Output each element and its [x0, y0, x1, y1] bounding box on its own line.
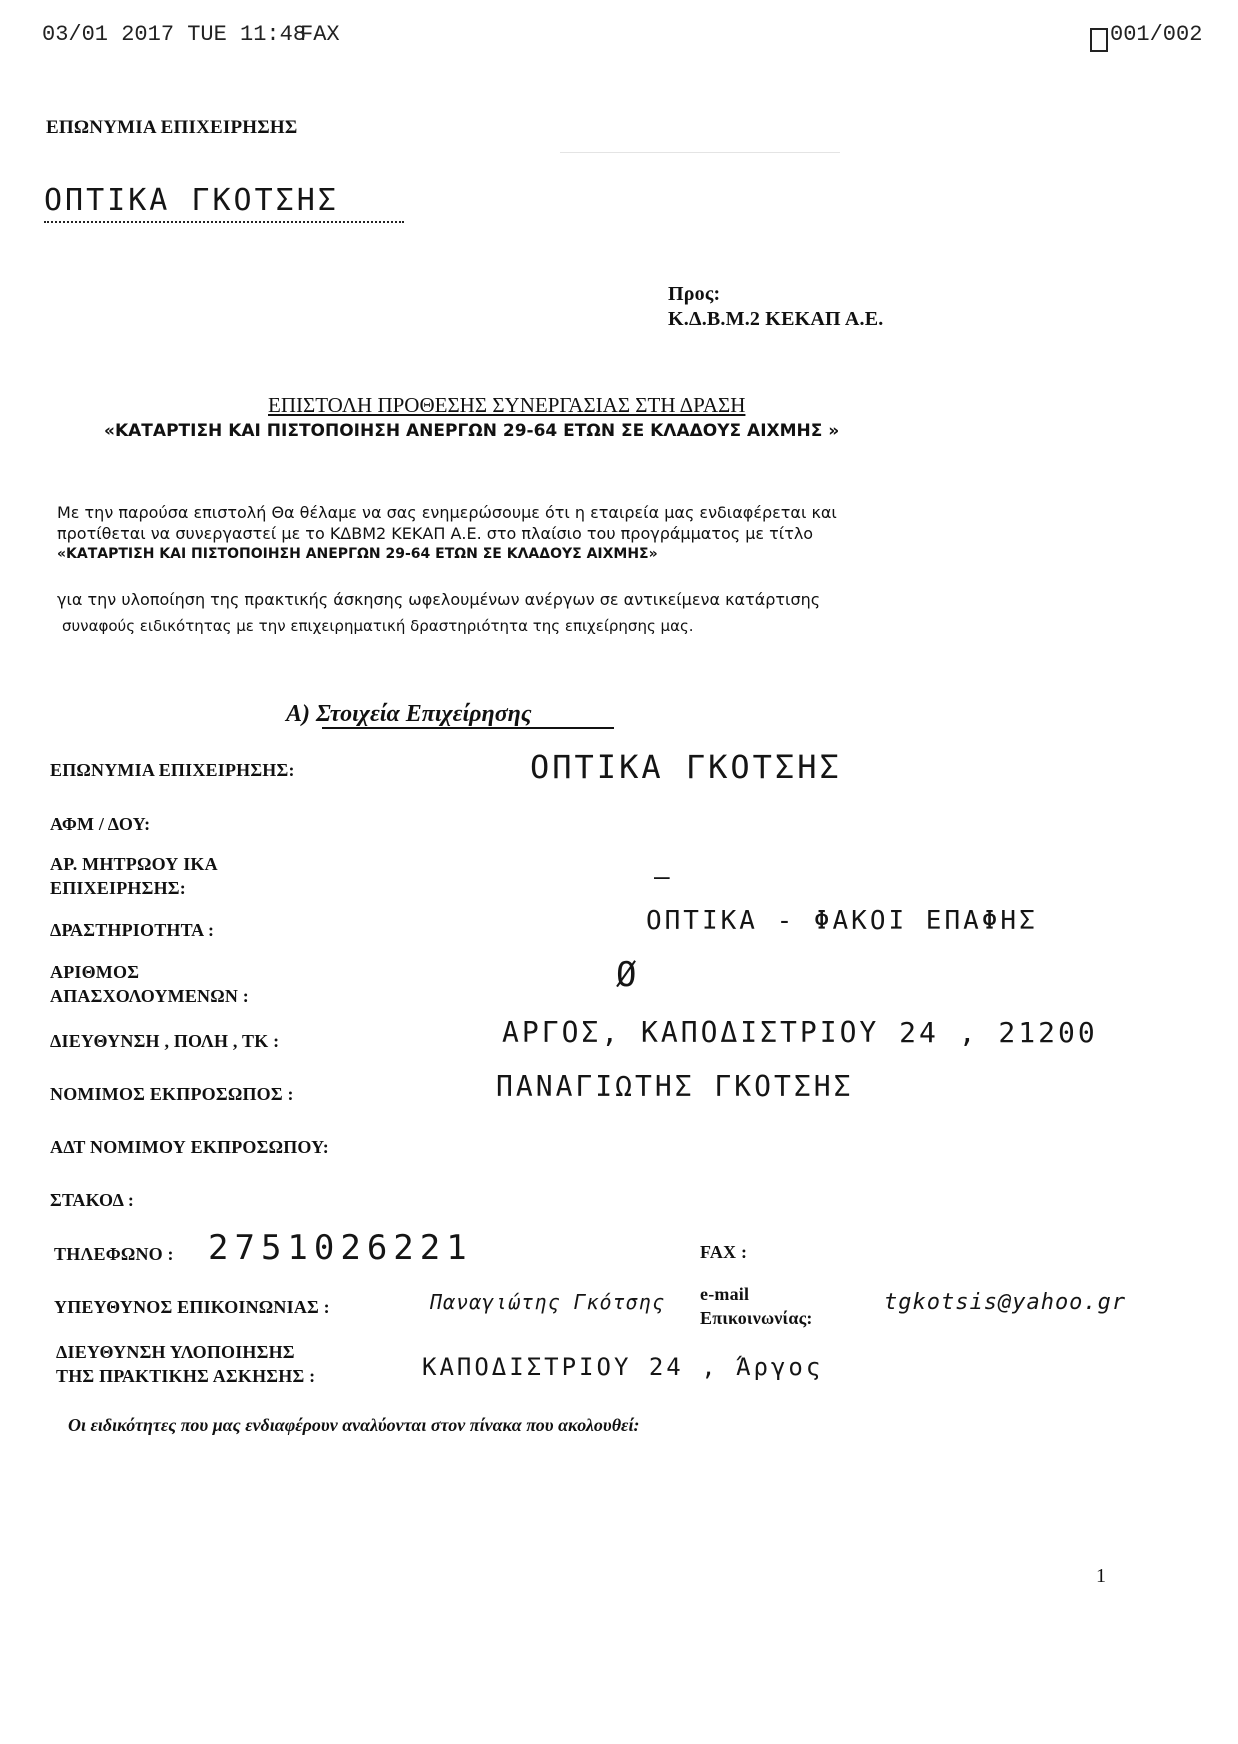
addressee-label: Προς:	[668, 283, 721, 305]
letter-program-title: «ΚΑΤΑΡΤΙΣΗ ΚΑΙ ΠΙΣΤΟΠΟΙΗΣΗ ΑΝΕΡΓΩΝ 29-64 ΕΤΩΝ ΣΕ ΚΛΑΔΟΥΣ ΑΙΧΜΗΣ »	[104, 421, 840, 441]
fax-label: FAX :	[700, 1242, 748, 1262]
body-line-4: για την υλοποίηση της πρακτικής άσκησης ωφελουμένων ανέργων σε αντικείμενα κατάρτισης	[57, 590, 821, 609]
body-line-1: Με την παρούσα επιστολή Θα θέλαμε να σας ενημερώσουμε ότι η εταιρεία μας ενδιαφέρεται και	[57, 503, 837, 522]
employees-label-line-2: ΑΠΑΣΧΟΛΟΥΜΕΝΩΝ :	[50, 986, 249, 1006]
activity-value: ΟΠΤΙΚΑ - ΦΑΚΟΙ ΕΠΑΦΗΣ	[646, 906, 1038, 936]
implementation-address-value: ΚΑΠΟΔΙΣΤΡΙΟΥ 24 , Άργος	[422, 1353, 824, 1381]
specialties-note: Οι ειδικότητες που μας ενδιαφέρουν αναλύονται στον πίνακα που ακολουθεί:	[68, 1415, 640, 1435]
addressee-name: Κ.Δ.Β.Μ.2 ΚΕΚΑΠ Α.Ε.	[668, 308, 884, 330]
activity-label: ΔΡΑΣΤΗΡΙΟΤΗΤΑ :	[50, 920, 215, 940]
email-label-line-2: Επικοινωνίας:	[700, 1308, 813, 1328]
company-name-dotted-line	[44, 221, 404, 223]
page-number: 1	[1096, 1565, 1106, 1587]
bleed-through-artifact	[560, 138, 840, 153]
contact-person-label: ΥΠΕΥΘΥΝΟΣ ΕΠΙΚΟΙΝΩΝΙΑΣ :	[54, 1297, 330, 1317]
body-line-3: «ΚΑΤΑΡΤΙΣΗ ΚΑΙ ΠΙΣΤΟΠΟΙΗΣΗ ΑΝΕΡΓΩΝ 29-64 ΕΤΩΝ ΣΕ ΚΛΑΔΟΥΣ ΑΙΧΜΗΣ»	[57, 546, 658, 562]
afm-doy-label: ΑΦΜ / ΔΟΥ:	[50, 814, 151, 834]
employees-value: Ø	[616, 955, 640, 995]
fax-type: FAX	[300, 22, 340, 47]
implementation-address-label-line-2: ΤΗΣ ΠΡΑΚΤΙΚΗΣ ΑΣΚΗΣΗΣ :	[56, 1366, 316, 1386]
company-name-label: ΕΠΩΝΥΜΙΑ ΕΠΙΧΕΙΡΗΣΗΣ	[46, 117, 298, 138]
letter-title: ΕΠΙΣΤΟΛΗ ΠΡΟΘΕΣΗΣ ΣΥΝΕΡΓΑΣΙΑΣ ΣΤΗ ΔΡΑΣΗ	[268, 393, 746, 417]
ika-label-line-1: ΑΡ. ΜΗΤΡΩΟΥ ΙΚΑ	[50, 854, 218, 874]
body-line-2: προτίθεται να συνεργαστεί με το ΚΔΒΜ2 ΚΕΚΑΠ Α.Ε. στο πλαίσιο του προγράμματος με τίτλο	[57, 524, 814, 543]
legal-rep-id-label: ΑΔΤ ΝΟΜΙΜΟΥ ΕΚΠΡΟΣΩΠΟΥ:	[50, 1137, 329, 1157]
contact-person-value: Παναγιώτης Γκότσης	[430, 1290, 665, 1314]
fax-page-count: 001/002	[1110, 22, 1203, 47]
employees-label-line-1: ΑΡΙΘΜΟΣ	[50, 962, 140, 982]
stakod-label: ΣΤΑΚΟΔ :	[50, 1190, 135, 1210]
checkbox-icon	[1090, 28, 1108, 52]
implementation-address-label-line-1: ΔΙΕΥΘΥΝΣΗ ΥΛΟΠΟΙΗΣΗΣ	[56, 1342, 295, 1362]
ika-label-line-2: ΕΠΙΧΕΙΡΗΣΗΣ:	[50, 878, 186, 898]
email-label-line-1: e-mail	[700, 1284, 750, 1304]
fax-datetime: 03/01 2017 TUE 11:48	[42, 22, 307, 47]
legal-rep-value: ΠΑΝΑΓΙΩΤΗΣ ΓΚΟΤΣΗΣ	[496, 1070, 854, 1103]
company-name-value: ΟΠΤΙΚΑ ΓΚΟΤΣΗΣ	[44, 183, 339, 218]
section-a-heading: Α) Στοιχεία Επιχείρησης	[286, 701, 532, 727]
section-a-underline	[322, 727, 614, 729]
form-company-value: ΟΠΤΙΚΑ ΓΚΟΤΣΗΣ	[530, 748, 842, 786]
form-company-label: ΕΠΩΝΥΜΙΑ ΕΠΙΧΕΙΡΗΣΗΣ:	[50, 760, 295, 780]
email-value: tgkotsis@yahoo.gr	[884, 1290, 1127, 1315]
phone-value: 2751026221	[208, 1228, 473, 1268]
address-value: ΑΡΓΟΣ, ΚΑΠΟΔΙΣΤΡΙΟΥ 24 , 21200	[502, 1016, 1098, 1049]
ika-value: —	[654, 862, 673, 892]
body-line-5: συναφούς ειδικότητας με την επιχειρηματική δραστηριότητα της επιχείρησης μας.	[62, 617, 694, 635]
address-label: ΔΙΕΥΘΥΝΣΗ , ΠΟΛΗ , ΤΚ :	[50, 1031, 280, 1051]
legal-rep-label: ΝΟΜΙΜΟΣ ΕΚΠΡΟΣΩΠΟΣ :	[50, 1084, 294, 1104]
phone-label: ΤΗΛΕΦΩΝΟ :	[54, 1244, 174, 1264]
